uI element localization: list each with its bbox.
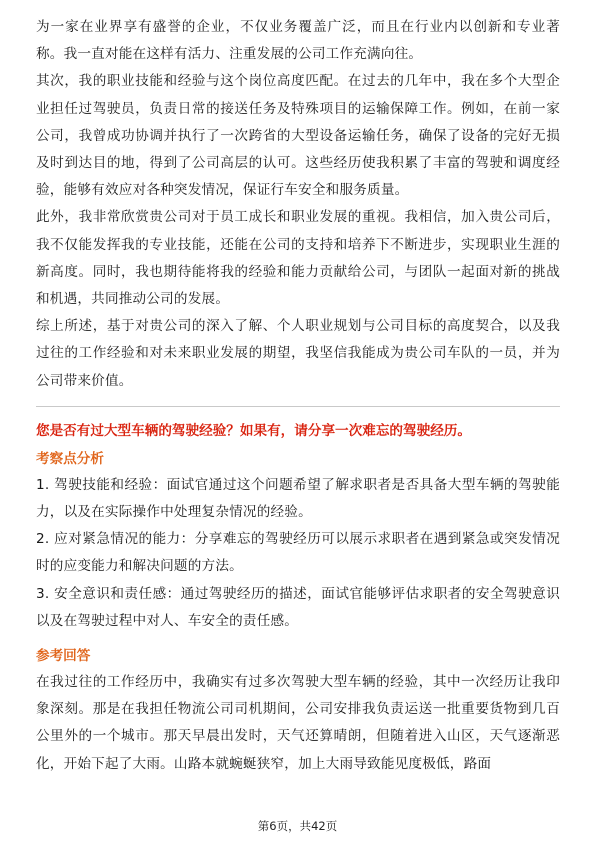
analysis-point: 3. 安全意识和责任感：通过驾驶经历的描述，面试官能够评估求职者的安全驾驶意识以及在驾驶过程中对人、车安全的责任感。 xyxy=(36,585,560,629)
analysis-point: 2. 应对紧急情况的能力：分享难忘的驾驶经历可以展示求职者在遇到紧急或突发情况时的应变能力和解决问题的方法。 xyxy=(36,531,560,575)
body-paragraph: 为一家在业界享有盛誉的企业，不仅业务覆盖广泛，而且在行业内以创新和专业著称。我一直对能在这样有活力、注重发展的公司工作充满向往。 xyxy=(36,19,560,63)
answer-paragraph: 在我过往的工作经历中，我确实有过多次驾驶大型车辆的经验，其中一次经历让我印象深刻。那是在我担任物流公司司机期间，公司安排我负责运送一批重要货物到几百公里外的一个城市。那天早晨出发时，天气还算晴朗，但随着进入山区，天气逐渐恶化，开始下起了大雨。山路本就蜿蜒狭窄，加上大雨导致能见度极低，路面 xyxy=(36,674,560,772)
answer-heading: 参考回答 xyxy=(36,648,91,665)
body-paragraph: 此外，我非常欣赏贵公司对于员工成长和职业发展的重视。我相信，加入贵公司后，我不仅能发挥我的专业技能，还能在公司的支持和培养下不断进步，实现职业生涯的新高度。同时，我也期待能将我的经验和能力贡献给公司，与团队一起面对新的挑战和机遇，共同推动公司的发展。 xyxy=(36,209,560,308)
analysis-heading: 考察点分析 xyxy=(36,450,104,467)
document-page xyxy=(36,14,560,778)
page-number: 第6页，共42页 xyxy=(257,819,338,833)
section-spacer xyxy=(36,635,560,643)
interview-question: 您是否有过大型车辆的驾驶经验？如果有，请分享一次难忘的驾驶经历。 xyxy=(36,422,471,439)
body-paragraph: 综上所述，基于对贵公司的深入了解、个人职业规划与公司目标的高度契合，以及我过往的工作经验和对未来职业发展的期望，我坚信我能成为贵公司车队的一员，并为公司带来价值。 xyxy=(36,318,560,389)
body-paragraph: 其次，我的职业技能和经验与这个岗位高度匹配。在过去的几年中，我在多个大型企业担任过驾驶员，负责日常的接送任务及特殊项目的运输保障工作。例如，在前一家公司，我曾成功协调并执行了一次跨省的大型设备运输任务，确保了设备的完好无损及时到达目的地，得到了公司高层的认可。这些经历使我积累了丰富的驾驶和调度经验，能够有效应对各种突发情况，保证行车安全和服务质量。 xyxy=(36,73,560,199)
analysis-point: 1. 驾驶技能和经验：面试官通过这个问题希望了解求职者是否具备大型车辆的驾驶能力，以及在实际操作中处理复杂情况的经验。 xyxy=(36,476,560,521)
section-divider xyxy=(36,406,560,407)
